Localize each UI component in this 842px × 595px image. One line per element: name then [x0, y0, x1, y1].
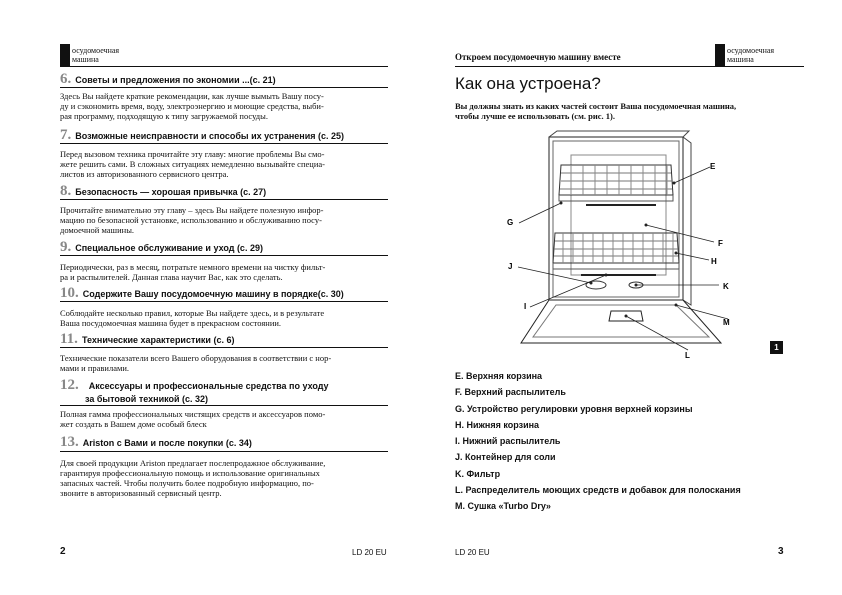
section-title: Советы и предложения по экономии ...(с. 21) — [75, 75, 276, 85]
right-page — [421, 0, 842, 595]
intro-line: чтобы лучше ее использовать (см. рис. 1). — [455, 111, 615, 121]
section-11-body — [60, 353, 390, 373]
label-i: I — [524, 302, 527, 311]
header-rule — [60, 66, 388, 67]
section-6-body — [60, 91, 390, 121]
label-k: K — [723, 282, 729, 291]
body-line: мацию по безопасной установке, использованию и обслуживанию посу- — [60, 215, 322, 225]
label-h: H — [711, 257, 717, 266]
section-rule — [60, 143, 388, 144]
lower-basket — [553, 233, 679, 269]
section-rule — [60, 255, 388, 256]
figure-number-badge: 1 — [770, 341, 783, 354]
header-title-line2: машина — [72, 55, 99, 64]
list-item: K. Фильтр — [455, 468, 501, 479]
section-13 — [60, 433, 388, 451]
body-line: Технические показатели всего Вашего оборудования в соответствии с нор- — [60, 353, 332, 363]
list-item: E. Верхняя корзина — [455, 371, 543, 381]
left-header — [60, 44, 388, 66]
header-block-icon — [60, 44, 70, 66]
body-line: Соблюдайте несколько правил, которые Вы найдете здесь, и в результате — [60, 308, 325, 318]
section-rule — [60, 405, 388, 406]
page-number: 2 — [60, 546, 66, 557]
intro-text — [455, 101, 790, 121]
list-item: L. Распределитель моющих средств и добавок для полоскания — [455, 485, 741, 496]
section-number: 9. — [60, 239, 72, 255]
body-line: жете решить сами. В сложных ситуациях немедленно вызывайте специа- — [60, 159, 325, 169]
section-8 — [60, 182, 388, 200]
section-9-body — [60, 262, 390, 282]
body-line: рая программу, подходящую к типу загружаемой посуды. — [60, 111, 268, 121]
body-line: Полная гамма профессиональных чистящих средств и аксессуаров помо- — [60, 409, 326, 419]
section-10 — [60, 284, 388, 302]
body-line: Прочитайте внимательно эту главу – здесь Вы найдете полезную инфор- — [60, 205, 324, 215]
section-number: 13. — [60, 434, 79, 450]
list-item: M. Сушка «Turbo Dry» — [455, 501, 551, 512]
section-title: Технические характеристики (с. 6) — [81, 335, 235, 345]
body-line: Здесь Вы найдете краткие рекомендации, как лучше вымыть Вашу посу- — [60, 91, 324, 101]
body-line: ду и сэкономить время, воду, электроэнергию и моющие средства, выби- — [60, 101, 324, 111]
body-line: листов из авторизованного сервисного центра. — [60, 169, 229, 179]
model-code: LD 20 EU — [455, 548, 490, 557]
header-title-line1: осудомоечная — [727, 46, 775, 55]
section-number: 7. — [60, 127, 72, 143]
label-m: M — [723, 318, 730, 327]
section-title: Аксессуары и профессиональные средства по уходу — [88, 381, 329, 391]
section-rule — [60, 347, 388, 348]
upper-basket — [559, 165, 673, 201]
dishwasher-figure — [421, 125, 842, 365]
section-10-body — [60, 308, 390, 328]
section-title-line2: за бытовой техникой (с. 32) — [85, 394, 209, 404]
list-item: I. Нижний распылитель — [455, 436, 561, 447]
list-item: J. Контейнер для соли — [455, 452, 556, 463]
label-l: L — [685, 351, 690, 360]
model-code: LD 20 EU — [352, 548, 387, 557]
header-title-line2: машина — [727, 55, 754, 64]
section-number: 8. — [60, 183, 72, 199]
header-left-text: Откроем посудомоечную машину вместе — [455, 52, 621, 62]
body-line: жет создать в Вашем доме особый блеск — [60, 419, 207, 429]
body-line: звоните в авторизованный сервисный центр. — [60, 488, 222, 498]
section-title: Возможные неисправности и способы их устранения (с. 25) — [75, 131, 345, 141]
right-header — [455, 44, 804, 66]
body-line: домоечной машины. — [60, 225, 135, 235]
label-j: J — [508, 262, 513, 271]
section-title: Безопасность — хорошая привычка (с. 27) — [75, 187, 267, 197]
list-item: F. Верхний распылитель — [455, 387, 566, 398]
section-rule — [60, 87, 388, 88]
section-13-body — [60, 458, 390, 498]
section-7-body — [60, 149, 390, 179]
section-rule — [60, 451, 388, 452]
body-line: Периодически, раз в месяц, потратьте немного времени на чистку фильт- — [60, 262, 326, 272]
section-number: 6. — [60, 71, 72, 87]
body-line: Для своей продукции Ariston предлагает послепродажное обслуживание, — [60, 458, 326, 468]
list-item: G. Устройство регулировки уровня верхней корзины — [455, 403, 693, 414]
body-line: гарантируя профессиональную помощь и использование оригинальных — [60, 468, 320, 478]
header-rule — [455, 66, 804, 67]
section-9 — [60, 238, 388, 256]
section-title: Ariston с Вами и после покупки (с. 34) — [82, 438, 252, 448]
section-12-body — [60, 409, 390, 429]
section-rule — [60, 301, 388, 302]
intro-line: Вы должны знать из каких частей состоит Ваша посудомоечная машина, — [455, 101, 737, 111]
label-g: G — [507, 218, 514, 227]
header-block-icon — [715, 44, 725, 66]
header-title-line1: осудомоечная — [72, 46, 120, 55]
section-number: 10. — [60, 285, 79, 301]
body-line: Перед вызовом техника прочитайте эту главу: многие проблемы Вы смо- — [60, 149, 325, 159]
section-number: 11. — [60, 331, 78, 347]
section-rule — [60, 199, 388, 200]
section-7 — [60, 126, 388, 144]
section-number: 12. — [60, 377, 79, 393]
section-11 — [60, 330, 388, 348]
section-8-body — [60, 205, 390, 235]
section-6 — [60, 70, 388, 88]
body-line: ра и распылителей. Данная глава научит Вас, как это сделать. — [60, 272, 283, 282]
page-number: 3 — [778, 546, 784, 557]
page-title: Как она устроена? — [455, 74, 601, 93]
label-e: E — [710, 162, 716, 171]
section-title: Содержите Вашу посудомоечную машину в порядке(с. 30) — [82, 289, 344, 299]
parts-list — [455, 368, 815, 515]
section-title: Специальное обслуживание и уход (с. 29) — [75, 243, 263, 253]
body-line: запасных частей. Чтобы получить более подробную информацию, по- — [60, 478, 314, 488]
section-12 — [60, 376, 388, 404]
label-f: F — [718, 239, 723, 248]
open-door — [521, 300, 721, 343]
body-line: Ваша посудомоечная машина будет в прекрасном состоянии. — [60, 318, 282, 328]
body-line: мами и правилами. — [60, 363, 130, 373]
list-item: H. Нижняя корзина — [455, 419, 540, 430]
